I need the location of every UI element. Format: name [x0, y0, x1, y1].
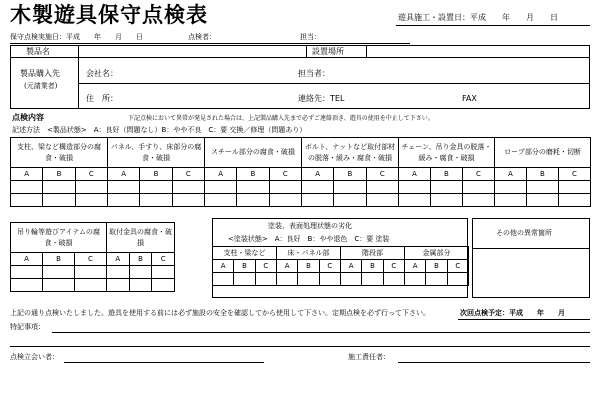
- inspection-notice: 下記点検において異常が発見された場合は、上記製品購入先まで必ずご連絡頂き、遊具の使用を中止して下さい。: [128, 115, 434, 122]
- grade-label-b: B: [334, 168, 366, 181]
- grade-cell[interactable]: [430, 181, 462, 194]
- grade-label-c: C: [383, 260, 404, 273]
- grade-cell[interactable]: [366, 194, 398, 207]
- grade-cell[interactable]: [526, 181, 558, 194]
- confirm-text: 上記の通り点検いたしました。遊具を使用する前には必ず施設の安全を確認してから使用して下さい。定期点検を必ず行って下さい。: [10, 309, 430, 317]
- grade-label-a: A: [494, 168, 526, 181]
- abc-table: [10, 167, 591, 207]
- grade-label-c: C: [462, 168, 494, 181]
- grade-label-c: C: [269, 168, 301, 181]
- witness-label: 点検立会い者：: [10, 353, 59, 361]
- grade-label-a: A: [398, 168, 430, 181]
- grade-cell[interactable]: [75, 279, 107, 292]
- grade-cell[interactable]: [107, 266, 130, 279]
- grade-cell[interactable]: [43, 181, 75, 194]
- grade-label-b: B: [430, 168, 462, 181]
- grade-cell[interactable]: [269, 181, 301, 194]
- col-bolt: ボルト、ナットなど取付部材の脱落・緩み・腐食・破損: [302, 138, 399, 168]
- col-steel: スチール部分の腐食・破損: [205, 138, 302, 168]
- grade-cell[interactable]: [334, 181, 366, 194]
- other-title: その他の異常箇所: [496, 229, 552, 237]
- grade-cell[interactable]: [140, 181, 172, 194]
- grade-cell[interactable]: [269, 194, 301, 207]
- grade-label-c: C: [75, 253, 107, 266]
- buyer-label: 製品購入先: [20, 69, 60, 78]
- grade-label-a: A: [213, 260, 234, 273]
- grade-label-a: A: [301, 168, 333, 181]
- grade-cell[interactable]: [129, 279, 152, 292]
- grade-label-b: B: [129, 253, 152, 266]
- inspection-legend: 記述方法 <製品状態> A：良好（問題なし）B：やや不良 C：要 交換／修理（問題あり）: [12, 126, 307, 134]
- company-label: 会社名：: [86, 69, 118, 78]
- grade-label-b: B: [140, 168, 172, 181]
- person-label: 担当：: [300, 33, 321, 41]
- grade-cell[interactable]: [366, 181, 398, 194]
- grade-cell[interactable]: [319, 273, 340, 286]
- grade-cell[interactable]: [11, 279, 43, 292]
- page-title: 木製遊具保守点検表: [10, 2, 208, 27]
- grade-label-b: B: [526, 168, 558, 181]
- paint-col-1: 床・パネル部: [277, 247, 341, 260]
- grade-cell[interactable]: [75, 266, 107, 279]
- grade-label-c: C: [319, 260, 340, 273]
- grade-cell[interactable]: [11, 266, 43, 279]
- grade-label-c: C: [172, 168, 204, 181]
- paint-table: [212, 246, 469, 286]
- grade-cell[interactable]: [43, 279, 75, 292]
- grade-cell[interactable]: [341, 273, 362, 286]
- install-date-label: 遊具施工・設置日：平成 年 月 日: [398, 13, 558, 22]
- col-ring-items: 吊り輪等遊びアイテムの腐食・破損: [11, 223, 107, 253]
- grade-label-b: B: [234, 260, 255, 273]
- grade-label-b: B: [237, 168, 269, 181]
- grade-cell[interactable]: [152, 266, 175, 279]
- grade-cell[interactable]: [204, 181, 236, 194]
- grade-label-b: B: [362, 260, 383, 273]
- grade-cell[interactable]: [494, 181, 526, 194]
- paint-col-0: 支柱・梁など: [213, 247, 277, 260]
- grade-label-a: A: [11, 253, 43, 266]
- grade-cell[interactable]: [426, 273, 447, 286]
- paint-legend: <塗装状態> A：良好 B：やや退色 C：要 塗装: [228, 235, 390, 243]
- inspection-heading: 点検内容: [12, 113, 44, 122]
- grade-label-c: C: [366, 168, 398, 181]
- col-panel: パネル、手すり、床部分の腐食・破損: [108, 138, 205, 168]
- contact-person-label: 担当者：: [298, 69, 330, 78]
- grade-cell[interactable]: [129, 266, 152, 279]
- grade-cell[interactable]: [405, 273, 426, 286]
- manager-label: 施工責任者：: [348, 353, 390, 361]
- inspect-date-label: 保守点検実施日：平成 年 月 日: [10, 33, 143, 41]
- grade-label-c: C: [152, 253, 175, 266]
- grade-cell[interactable]: [334, 194, 366, 207]
- grade-cell[interactable]: [447, 273, 468, 286]
- grade-cell[interactable]: [172, 194, 204, 207]
- grade-label-c: C: [447, 260, 468, 273]
- grade-cell[interactable]: [11, 194, 43, 207]
- grade-cell[interactable]: [362, 273, 383, 286]
- grade-label-c: C: [255, 260, 276, 273]
- grade-cell[interactable]: [398, 194, 430, 207]
- lower-left-table: [10, 222, 175, 253]
- next-inspection-label: 次回点検予定：平成 年 月: [460, 309, 565, 317]
- grade-cell[interactable]: [140, 194, 172, 207]
- grade-label-c: C: [75, 168, 107, 181]
- abc-table: [10, 252, 175, 292]
- grade-cell[interactable]: [43, 194, 75, 207]
- paint-col-2: 階段部: [341, 247, 405, 260]
- grade-label-c: C: [558, 168, 590, 181]
- grade-cell[interactable]: [107, 279, 130, 292]
- grade-cell[interactable]: [301, 194, 333, 207]
- grade-cell[interactable]: [152, 279, 175, 292]
- grade-cell[interactable]: [75, 181, 107, 194]
- grade-cell[interactable]: [526, 194, 558, 207]
- grade-cell[interactable]: [430, 194, 462, 207]
- fax-label: FAX: [462, 94, 477, 103]
- grade-cell[interactable]: [107, 194, 139, 207]
- grade-cell[interactable]: [213, 273, 234, 286]
- grade-label-b: B: [43, 253, 75, 266]
- col-fittings: 取付金具の腐食・破損: [107, 223, 175, 253]
- install-location-label: 設置場所: [312, 47, 344, 56]
- grade-cell[interactable]: [398, 181, 430, 194]
- grade-cell[interactable]: [234, 273, 255, 286]
- tel-label: 連絡先：TEL: [298, 94, 345, 103]
- grade-label-a: A: [204, 168, 236, 181]
- inspector-label: 点検者：: [188, 33, 216, 41]
- grade-cell[interactable]: [383, 273, 404, 286]
- grade-label-a: A: [341, 260, 362, 273]
- grade-label-a: A: [107, 253, 130, 266]
- grade-label-a: A: [11, 168, 43, 181]
- paint-title: 塗装、表面処理状態の劣化: [268, 222, 352, 230]
- grade-cell[interactable]: [172, 181, 204, 194]
- grade-cell[interactable]: [237, 181, 269, 194]
- grade-cell[interactable]: [298, 273, 319, 286]
- grade-label-a: A: [277, 260, 298, 273]
- grade-cell[interactable]: [494, 194, 526, 207]
- product-name-label: 製品名: [26, 47, 50, 56]
- grade-cell[interactable]: [301, 181, 333, 194]
- grade-cell[interactable]: [558, 181, 590, 194]
- grade-label-b: B: [43, 168, 75, 181]
- col-rope: ロープ部分の磨耗・切断: [495, 138, 591, 168]
- grade-cell[interactable]: [204, 194, 236, 207]
- grade-cell[interactable]: [558, 194, 590, 207]
- inspection-table: [10, 137, 591, 168]
- grade-label-a: A: [107, 168, 139, 181]
- grade-cell[interactable]: [255, 273, 276, 286]
- grade-cell[interactable]: [277, 273, 298, 286]
- grade-cell[interactable]: [75, 194, 107, 207]
- buyer-sub-label: (元請業者): [24, 82, 58, 90]
- grade-cell[interactable]: [43, 266, 75, 279]
- col-structure: 支柱、梁など構造部分の腐食・破損: [11, 138, 108, 168]
- grade-label-b: B: [298, 260, 319, 273]
- grade-cell[interactable]: [462, 194, 494, 207]
- grade-cell[interactable]: [462, 181, 494, 194]
- grade-label-b: B: [426, 260, 447, 273]
- paint-col-3: 金属部分: [405, 247, 469, 260]
- address-label: 住 所：: [86, 94, 118, 103]
- grade-label-a: A: [405, 260, 426, 273]
- grade-cell[interactable]: [237, 194, 269, 207]
- col-chain: チェーン、吊り金具の脱落・緩み・腐食・破損: [399, 138, 495, 168]
- grade-cell[interactable]: [107, 181, 139, 194]
- notes-label: 特記事項：: [10, 323, 45, 331]
- grade-cell[interactable]: [11, 181, 43, 194]
